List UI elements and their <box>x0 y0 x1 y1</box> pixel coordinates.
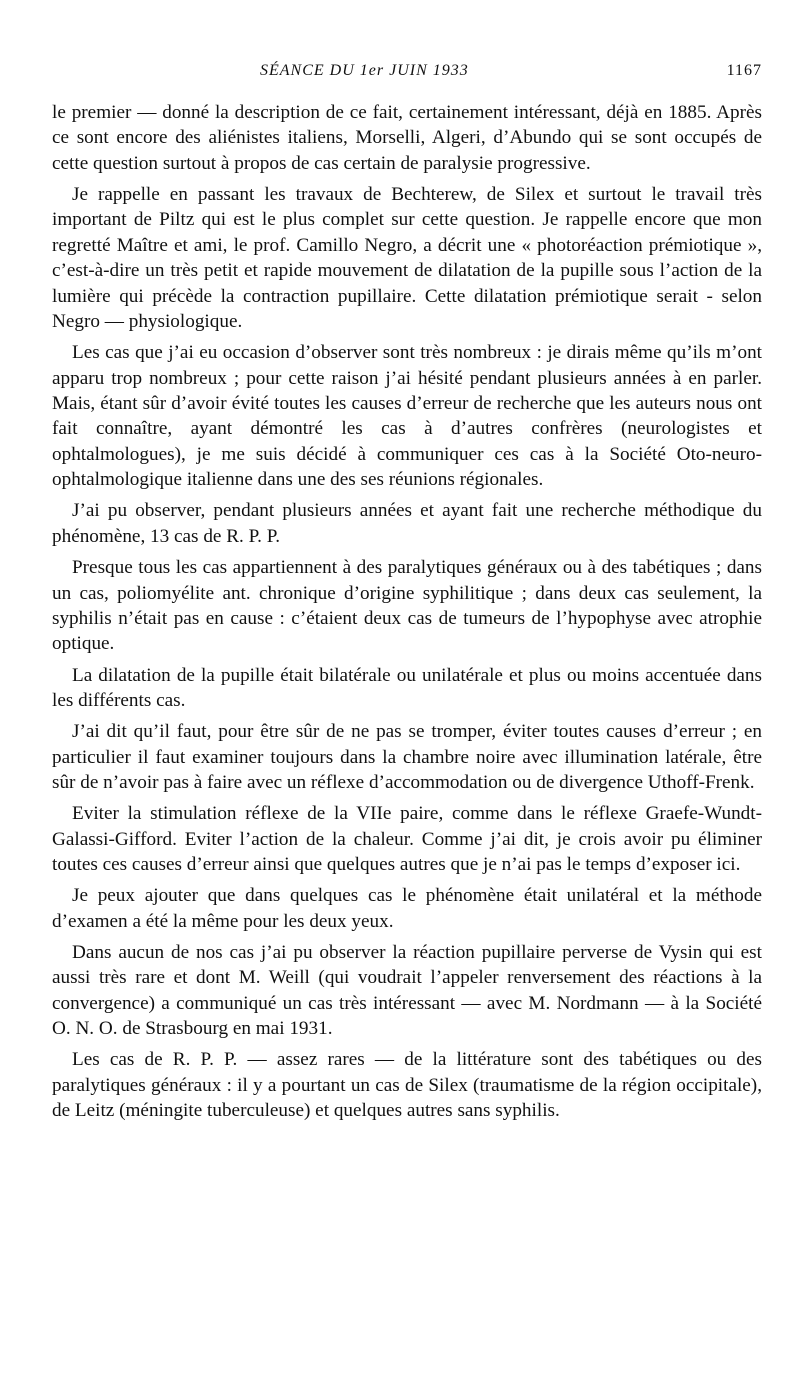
paragraph-5: Presque tous les cas appartiennent à des paralytiques généraux ou à des tabétiques ; dans un cas, poliomyélite ant. chronique d’origine syphilitique ; dans deux cas seulement, la syphilis n’était pas en cause : c’étaient deux cas de tumeurs de l’hypophyse avec atrophie optique. <box>52 557 762 655</box>
paragraph-6: La dilatation de la pupille était bilatérale ou unilatérale et plus ou moins accentuée dans les différents cas. <box>52 664 762 711</box>
paragraph-3: Les cas que j’ai eu occasion d’observer sont très nombreux : je dirais même qu’ils m’ont apparu trop nombreux ; pour cette raison j’ai hésité pendant plusieurs années à en parler. Mais, étant sûr d’avoir évité toutes les causes d’erreur de recherche que les auteurs nous ont fait connaître, ayant démontré les cas à d’autres confrères (neurologistes et ophtalmologues), je me suis décidé à communiquer ces cas à la Société Oto-neuro-ophtalmologique italienne dans une des ses réunions régionales. <box>52 342 762 491</box>
paragraph-9: Je peux ajouter que dans quelques cas le phénomène était unilatéral et la méthode d’examen a été la même pour les deux yeux. <box>52 885 762 932</box>
paragraph-4: J’ai pu observer, pendant plusieurs années et ayant fait une recherche méthodique du phénomène, 13 cas de R. P. P. <box>52 500 762 547</box>
running-title: SÉANCE DU 1er JUIN 1933 <box>260 62 469 79</box>
running-header <box>52 58 762 88</box>
paragraph-7: J’ai dit qu’il faut, pour être sûr de ne pas se tromper, éviter toutes causes d’erreur ; en particulier il faut examiner toujours dans la chambre noire avec illumination latérale, être sûr de n’avoir pas à faire avec un réflexe d’accommodation ou de divergence Uthoff-Frenk. <box>52 721 762 793</box>
page-number: 1167 <box>726 62 762 79</box>
paragraph-1: le premier — donné la description de ce fait, certainement intéressant, déjà en 1885. Après ce sont encore des aliénistes italiens, Morselli, Algeri, d’Abundo qui se sont occupés de cette question surtout à propos de cas certain de paralysie progressive. <box>52 102 762 174</box>
paragraph-11: Les cas de R. P. P. — assez rares — de la littérature sont des tabétiques ou des paralytiques généraux : il y a pourtant un cas de Silex (traumatisme de la région occipitale), de Leitz (méningite tuberculeuse) et quelques autres sans syphilis. <box>52 1049 762 1121</box>
paragraph-2: Je rappelle en passant les travaux de Bechterew, de Silex et surtout le travail très important de Piltz qui est le plus complet sur cette question. Je rappelle encore que mon regretté Maître et ami, le prof. Camillo Negro, a décrit une « photoréaction prémiotique », c’est-à-dire un très petit et rapide mouvement de dilatation de la pupille sous l’action de la lumière qui précède la contraction pupillaire. Cette dilatation prémiotique serait - selon Negro — physiologique. <box>52 184 762 333</box>
body-text <box>52 100 762 1123</box>
paragraph-10: Dans aucun de nos cas j’ai pu observer la réaction pupillaire perverse de Vysin qui est aussi très rare et dont M. Weill (qui voudrait l’appeler renversement des réactions à la convergence) a communiqué un cas très intéressant — avec M. Nordmann — à la Société O. N. O. de Strasbourg en mai 1931. <box>52 941 762 1039</box>
paragraph-8: Eviter la stimulation réflexe de la VIIe paire, comme dans le réflexe Graefe-Wundt-Galassi-Gifford. Eviter l’action de la chaleur. Comme j’ai dit, je crois avoir pu éliminer toutes ces causes d’erreur ainsi que quelques autres que je n’ai pas le temps d’exposer ici. <box>52 803 762 875</box>
